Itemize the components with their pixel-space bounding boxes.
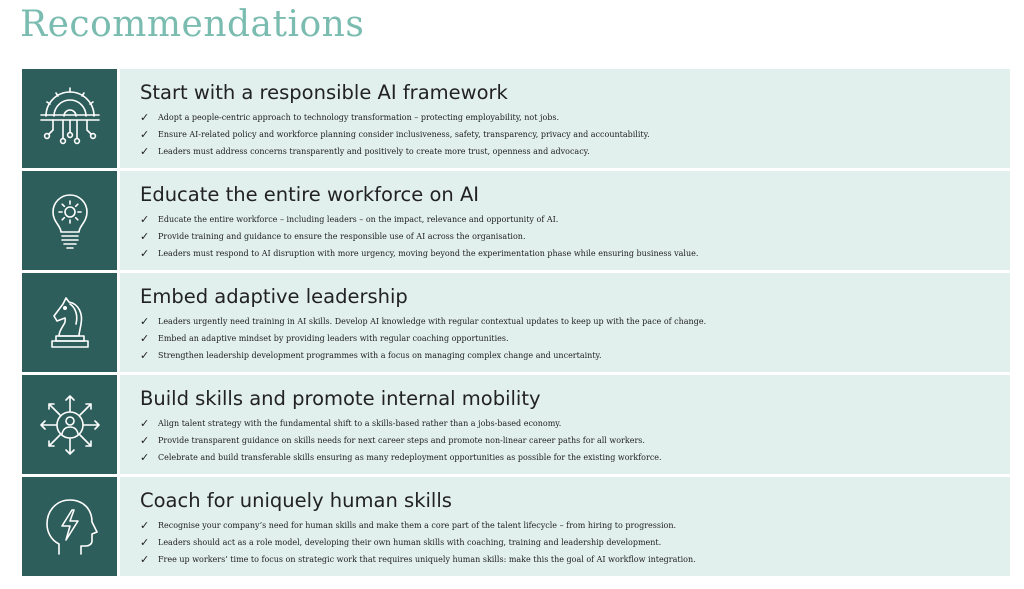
icon-panel xyxy=(22,171,117,270)
icon-panel xyxy=(22,375,117,474)
checkmark-icon: ✓ xyxy=(140,213,150,226)
recommendations-list xyxy=(22,69,1010,576)
head-lightning-icon xyxy=(37,494,103,560)
recommendation-row xyxy=(22,273,1010,372)
list-item: ✓ Leaders should act as a role model, developing their own human skills with coaching, training and leadership development. xyxy=(140,536,662,549)
checkmark-icon: ✓ xyxy=(140,434,150,447)
checkmark-icon: ✓ xyxy=(140,230,150,243)
recommendation-content xyxy=(120,375,1010,474)
list-item: ✓ Celebrate and build transferable skills ensuring as many redeployment opportunities as possible for the existing workforce. xyxy=(140,451,662,464)
checkmark-icon: ✓ xyxy=(140,451,150,464)
recommendation-points xyxy=(140,415,1010,466)
checkmark-icon: ✓ xyxy=(140,247,150,260)
checkmark-icon: ✓ xyxy=(140,349,150,362)
list-item: ✓ Recognise your company’s need for human skills and make them a core part of the talent lifecycle – from hiring to progression. xyxy=(140,519,677,532)
recommendation-title: Build skills and promote internal mobility xyxy=(140,387,541,410)
recommendation-row xyxy=(22,171,1010,270)
checkmark-icon: ✓ xyxy=(140,128,150,141)
recommendation-points xyxy=(140,109,1010,160)
recommendation-content xyxy=(120,477,1010,576)
checkmark-icon: ✓ xyxy=(140,332,150,345)
recommendation-content xyxy=(120,69,1010,168)
recommendation-title: Embed adaptive leadership xyxy=(140,285,408,308)
list-item: ✓ Provide training and guidance to ensure the responsible use of AI across the organisation. xyxy=(140,230,526,243)
checkmark-icon: ✓ xyxy=(140,536,150,549)
icon-panel xyxy=(22,477,117,576)
checkmark-icon: ✓ xyxy=(140,417,150,430)
recommendation-title: Start with a responsible AI framework xyxy=(140,81,508,104)
recommendation-row xyxy=(22,477,1010,576)
recommendation-row xyxy=(22,69,1010,168)
checkmark-icon: ✓ xyxy=(140,315,150,328)
list-item: ✓ Strengthen leadership development programmes with a focus on managing complex change and uncertainty. xyxy=(140,349,602,362)
page-title: Recommendations xyxy=(20,4,365,45)
list-item: ✓ Ensure AI-related policy and workforce planning consider inclusiveness, safety, transparency, privacy and accountability. xyxy=(140,128,650,141)
recommendation-content xyxy=(120,273,1010,372)
list-item: ✓ Leaders must address concerns transparently and positively to create more trust, openness and advocacy. xyxy=(140,145,590,158)
icon-panel xyxy=(22,69,117,168)
chess-knight-icon xyxy=(37,290,103,356)
list-item: ✓ Leaders must respond to AI disruption with more urgency, moving beyond the experimentation phase while ensuring business value. xyxy=(140,247,699,260)
list-item: ✓ Leaders urgently need training in AI skills. Develop AI knowledge with regular contextual updates to keep up with the pace of change. xyxy=(140,315,707,328)
icon-panel xyxy=(22,273,117,372)
recommendation-title: Educate the entire workforce on AI xyxy=(140,183,480,206)
list-item: ✓ Free up workers’ time to focus on strategic work that requires uniquely human skills: make this the goal of AI workflow integration. xyxy=(140,553,696,566)
recommendation-title: Coach for uniquely human skills xyxy=(140,489,452,512)
person-arrows-icon xyxy=(37,392,103,458)
ai-gear-circuit-icon xyxy=(37,86,103,152)
list-item: ✓ Adopt a people-centric approach to technology transformation – protecting employability, not jobs. xyxy=(140,111,560,124)
recommendation-points xyxy=(140,313,1010,364)
checkmark-icon: ✓ xyxy=(140,553,150,566)
recommendation-points xyxy=(140,211,1010,262)
checkmark-icon: ✓ xyxy=(140,111,150,124)
recommendation-points xyxy=(140,517,1010,568)
list-item: ✓ Align talent strategy with the fundamental shift to a skills-based rather than a jobs-based economy. xyxy=(140,417,562,430)
recommendation-content xyxy=(120,171,1010,270)
lightbulb-gear-icon xyxy=(37,188,103,254)
recommendation-row xyxy=(22,375,1010,474)
list-item: ✓ Provide transparent guidance on skills needs for next career steps and promote non-linear career paths for all workers. xyxy=(140,434,645,447)
checkmark-icon: ✓ xyxy=(140,145,150,158)
checkmark-icon: ✓ xyxy=(140,519,150,532)
list-item: ✓ Embed an adaptive mindset by providing leaders with regular coaching opportunities. xyxy=(140,332,509,345)
list-item: ✓ Educate the entire workforce – including leaders – on the impact, relevance and opportunity of AI. xyxy=(140,213,559,226)
